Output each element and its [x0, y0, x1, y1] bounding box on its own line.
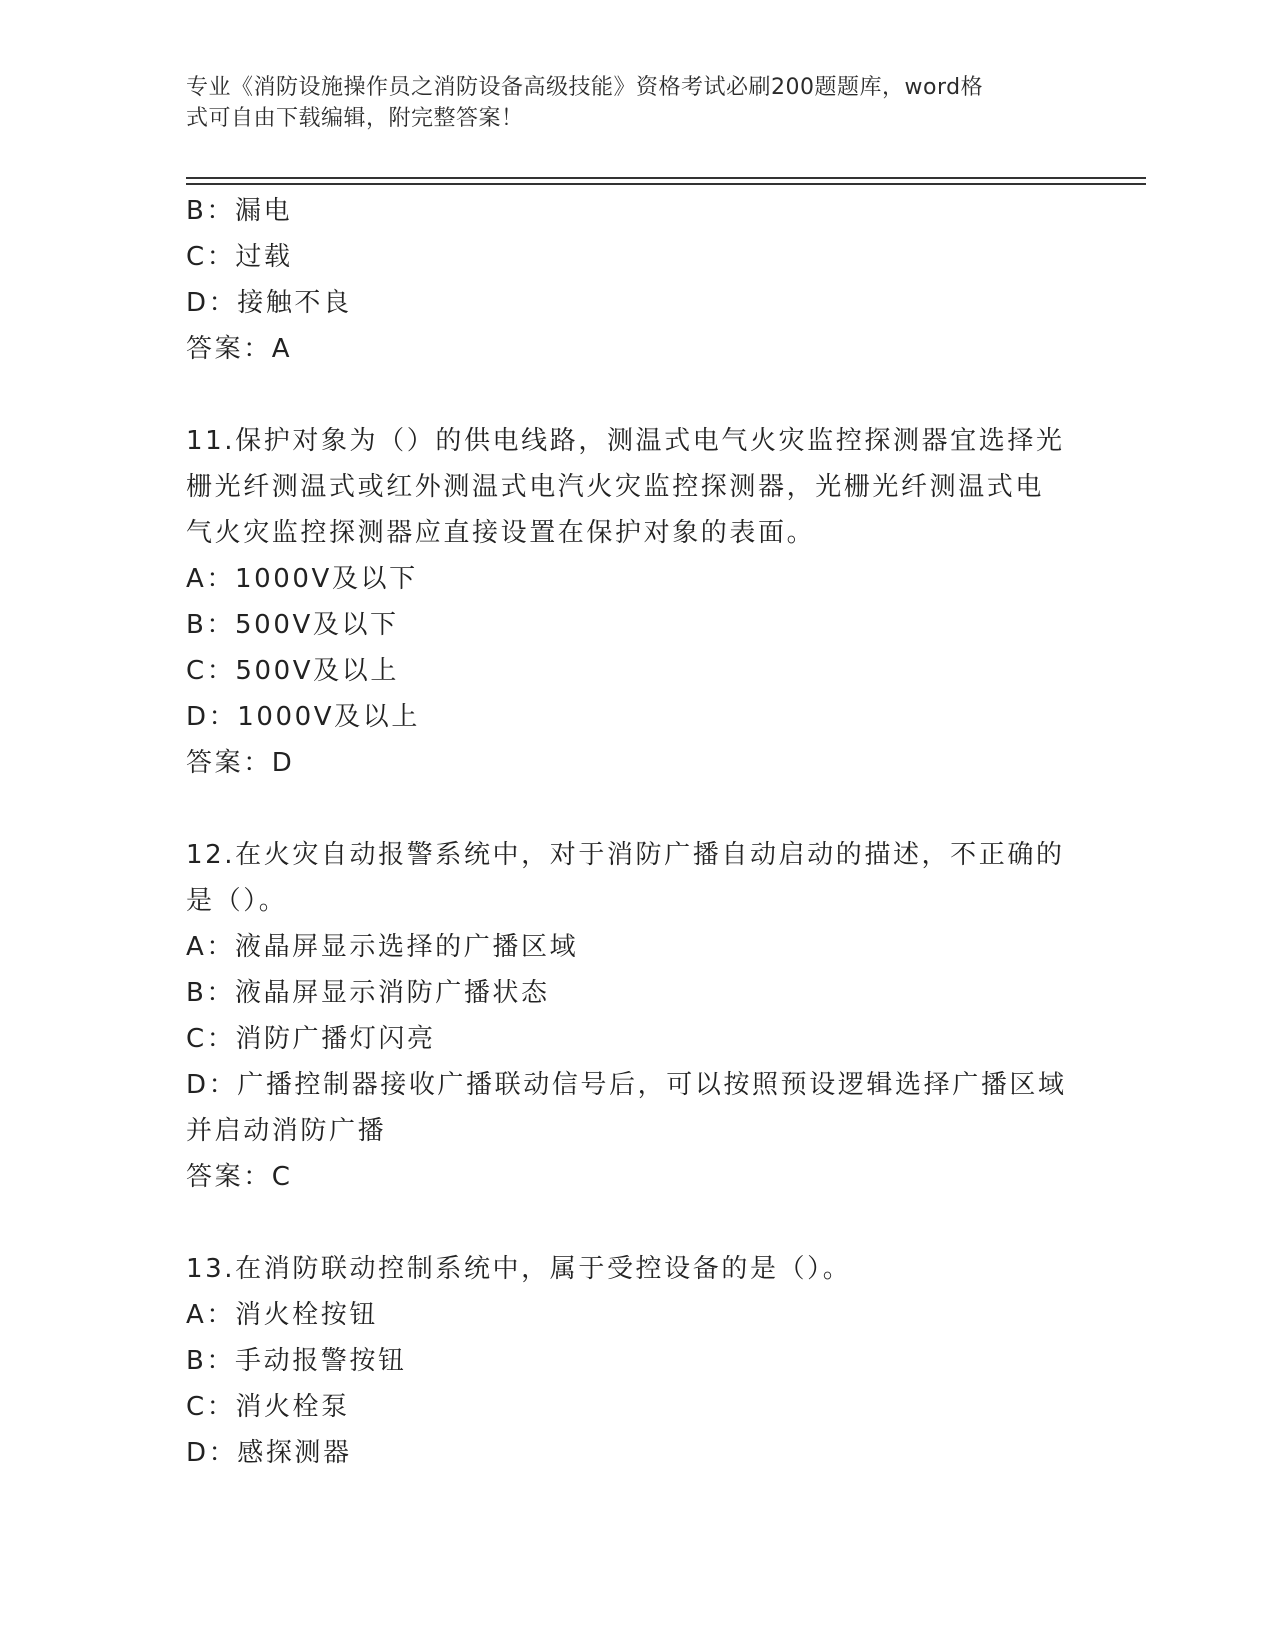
option-d: D：接触不良: [186, 288, 352, 318]
question-text-line: 气火灾监控探测器应直接设置在保护对象的表面。: [186, 518, 816, 548]
question-content: [186, 188, 1086, 1476]
question-text-line: 11.保护对象为（）的供电线路，测温式电气火灾监控探测器宜选择光: [186, 426, 1065, 456]
header-line-2: 式可自由下载编辑，附完整答案！: [186, 106, 524, 131]
option-c: C：消火栓泵: [186, 1392, 350, 1422]
option-a: A：消火栓按钮: [186, 1300, 378, 1330]
option-a: A：液晶屏显示选择的广播区域: [186, 932, 579, 962]
question-13: [186, 1246, 1086, 1476]
option-b: B：手动报警按钮: [186, 1346, 407, 1376]
header-line-1: 专业《消防设施操作员之消防设备高级技能》资格考试必刷200题题库，word格: [186, 75, 984, 100]
question-text-line: 是（）。: [186, 886, 288, 916]
question-12: [186, 832, 1086, 1200]
option-b: B：液晶屏显示消防广播状态: [186, 978, 550, 1008]
answer-line: 答案：C: [186, 1162, 293, 1192]
option-c: C：过载: [186, 242, 293, 272]
question-text-line: 栅光纤测温式或红外测温式电汽火灾监控探测器，光栅光纤测温式电: [186, 472, 1045, 502]
spacer: [186, 1200, 1086, 1246]
option-c: C：消防广播灯闪亮: [186, 1024, 436, 1054]
option-b: B：漏电: [186, 196, 293, 226]
option-a: A：1000V及以下: [186, 564, 418, 594]
document-header: [186, 72, 1066, 134]
header-rule-bottom: [186, 183, 1146, 185]
header-rule-top: [186, 177, 1146, 179]
spacer: [186, 786, 1086, 832]
question-11: [186, 418, 1086, 786]
option-d-continued: 并启动消防广播: [186, 1116, 387, 1146]
answer-line: 答案：D: [186, 748, 295, 778]
answer-line: 答案：A: [186, 334, 293, 364]
prev-question-block: [186, 188, 1086, 372]
spacer: [186, 372, 1086, 418]
option-b: B：500V及以下: [186, 610, 399, 640]
option-d: D：1000V及以上: [186, 702, 420, 732]
question-text-line: 13.在消防联动控制系统中，属于受控设备的是（）。: [186, 1254, 852, 1284]
option-c: C：500V及以上: [186, 656, 399, 686]
option-d: D：感探测器: [186, 1438, 352, 1468]
option-d: D：广播控制器接收广播联动信号后，可以按照预设逻辑选择广播区域: [186, 1070, 1067, 1100]
question-text-line: 12.在火灾自动报警系统中，对于消防广播自动启动的描述，不正确的: [186, 840, 1065, 870]
